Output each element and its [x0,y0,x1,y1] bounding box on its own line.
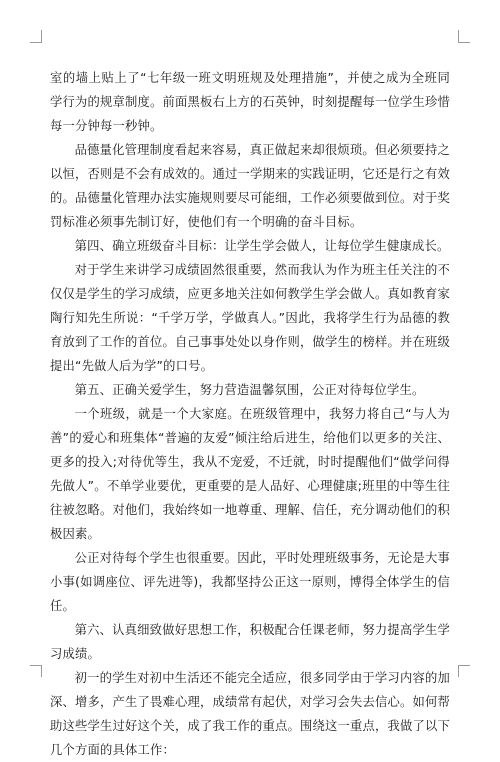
paragraph: 对于学生来讲学习成绩固然很重要，然而我认为作为班主任关注的不仅仅是学生的学习成绩，应更多地关注如何教学生学会做人。真如教育家陶行知先生所说：“千学万学，学做真人。”因此，我将学生行为品德的教育放到了工作的首位。自己事事处处以身作则，做学生的榜样。并在班级提出“先做人后为学”的口号。 [50,263,450,373]
paragraph: 一个班级，就是一个大家庭。在班级管理中，我努力将自己“与人为善”的爱心和班集体“普遍的友爱”倾注给后进生，给他们以更多的关注、更多的投入;对待优等生，我从不宠爱，不迁就，时时提醒他们“做学问得先做人”。不单学业要优，更重要的是人品好、心理健康;班里的中等生往往被忽略。对他们，我始终如一地尊重、理解、信任，充分调动他们的积极因素。 [50,407,450,541]
crop-mark-top-left-v [41,30,42,42]
crop-mark-bottom-left-v [41,665,42,677]
paragraph: 公正对待每个学生也很重要。因此，平时处理班级事务，无论是大事小事(如调座位、评先进等)，我都坚持公正这一原则，博得全体学生的信任。 [50,551,450,613]
paragraph: 室的墙上贴上了“七年级一班文明班规及处理措施”，并使之成为全班同学行为的规章制度。前面黑板右上方的石英钟，时刻提醒每一位学生珍惜每一分钟每一秒钟。 [50,71,450,133]
section-heading: 第四、确立班级奋斗目标：让学生学会做人，让每位学生健康成长。 [74,239,450,253]
crop-mark-bottom-right-v [458,665,459,677]
section-heading: 第五、正确关爱学生，努力营造温馨氛围，公正对待每位学生。 [74,383,425,397]
crop-mark-top-right-h [458,42,470,43]
section-heading: 第六、认真细致做好思想工作，积极配合任课老师，努力提高学生学习成绩。 [50,623,450,661]
crop-mark-bottom-right-h [458,665,470,666]
crop-mark-top-right-v [458,30,459,42]
paragraph: 品德量化管理制度看起来容易，真正做起来却很烦琐。但必须要持之以恒，否则是不会有成效的。通过一学期来的实践证明，它还是行之有效的。品德量化管理办法实施规则要尽可能细，工作必须要做到位。对于奖罚标准必须事先制订好，使他们有一个明确的奋斗目标。 [50,143,450,229]
crop-mark-top-left-h [30,42,42,43]
paragraph: 初一的学生对初中生活还不能完全适应，很多同学由于学习内容的加深、增多，产生了畏难心理，成绩常有起伏，对学习会失去信心。如何帮助这些学生过好这个关，成了我工作的重点。围绕这一重点，我做了以下几个方面的具体工作： [50,671,450,757]
document-body [50,66,450,762]
